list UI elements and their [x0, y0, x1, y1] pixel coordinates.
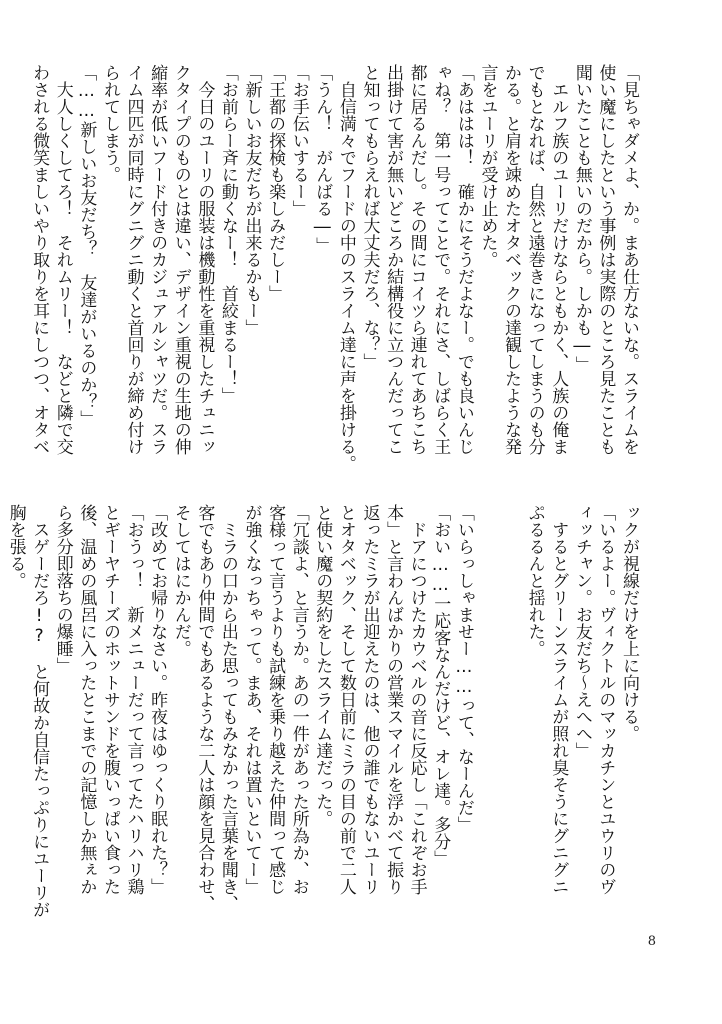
text-column: かる。と肩を竦めたオタベックの達観したような発 — [501, 64, 522, 455]
text-column: られてしまう。 — [99, 64, 120, 183]
text-column: 都に居るんだし。その間にコイツら連れてあちこち — [406, 64, 427, 455]
text-column: 「王都の探検も楽しみだしー」 — [265, 64, 286, 302]
text-column: 「お前らー斉に動くなー！ 首絞まるー！」 — [217, 64, 238, 404]
text-column: 聞いたことも無いのだから。しかも―」 — [571, 64, 592, 373]
text-column: 客でもあり仲間でもあるような二人は顔を見合わせ、 — [194, 504, 215, 912]
text-column: とオタベック、そして数日前にミラの目の前で二人 — [335, 504, 356, 895]
text-column: ドアにつけたカウベルの音に反応し「これぞお手 — [406, 504, 427, 895]
text-column: 本」と言わんばかりの営業スマイルを浮かべて振り — [383, 504, 404, 895]
text-column: 「うん！ がんばる―」 — [312, 64, 333, 254]
text-column: 自信満々でフードの中のスライム達に声を掛ける。 — [335, 64, 356, 472]
text-column: 「見ちゃダメよ、か。まあ仕方ないな。スライムを — [619, 64, 639, 455]
text-column: 出掛けて害が無いどころか結構役に立つんだってこ — [383, 64, 404, 455]
top-text-block — [29, 64, 640, 484]
text-column: 使い魔にしたという事例は実際のところ見たことも — [595, 64, 616, 455]
text-column: 客様って言うよりも試練を乗り越えた仲間って感じ — [265, 504, 286, 895]
text-column: エルフ族のユーリだけならともかく、人族の俺ま — [548, 64, 569, 455]
text-column: が強くなっちゃって。まあ、それは置いといてー」 — [241, 504, 262, 895]
text-column: 返ったミラが出迎えたのは、他の誰でもないユーリ — [359, 504, 380, 895]
text-column: ィッチャン。お友だち～えへへ」 — [571, 504, 592, 759]
text-column: 「新しいお友だちが出来るかもー」 — [241, 64, 262, 336]
text-column: するとグリーンスライムが照れ臭そうにグニグニ — [548, 504, 569, 895]
text-column: 「おうっ！ 新メニューだって言ってたハリハリ鶏 — [123, 504, 144, 895]
text-column: 大人しくしてろ！ それムリー！ などと隣で交 — [52, 64, 73, 455]
text-column: 縮率が低いフード付きのカジュアルシャツだ。スラ — [147, 64, 168, 455]
text-column: とギーヤチーズのホットサンドを腹いっぱい食った — [99, 504, 120, 895]
text-column: 「改めてお帰りなさい。昨夜はゆっくり眠れた？」 — [147, 504, 168, 895]
text-column: 「いるよー。ヴィクトルのマッカチンとユウリのヴ — [595, 504, 616, 895]
text-column: と使い魔の契約をしたスライム達だった。 — [312, 504, 333, 827]
blank-column — [498, 504, 522, 924]
text-column: 「冗談よ、と言うか。あの一件があった所為か、お — [288, 504, 309, 895]
text-column: 言をユーリが受け止めた。 — [477, 64, 498, 268]
text-column: 「おい……一応客なんだけど、オレ達。多分」 — [430, 504, 451, 867]
text-column: ックが視線だけを上に向ける。 — [619, 504, 639, 742]
text-column: でもとなれば、自然と遠巻きになってしまうのも分 — [524, 64, 545, 455]
text-column: クタイプのものとは違い、デザイン重視の生地の伸 — [170, 64, 191, 455]
blank-column — [475, 504, 499, 924]
text-column: ら多分即落ちの爆睡」 — [52, 504, 73, 674]
page-number: 8 — [647, 934, 656, 949]
text-column: 「お手伝いするー」 — [288, 64, 309, 217]
text-column: 「……新しいお友だち？ 友達がいるのか？」 — [76, 64, 97, 427]
text-column: そしてはにかんだ。 — [170, 504, 191, 657]
text-column: ゃね？ 第一号ってことで。それにさ、しばらく王 — [430, 64, 451, 455]
text-column: 今日のユーリの服装は機動性を重視したチュニッ — [194, 64, 215, 455]
text-column: 胸を張る。 — [5, 504, 26, 589]
text-column: ミラの口から出た思ってもみなかった言葉を聞き、 — [217, 504, 238, 912]
text-column: と知ってもらえれば大丈夫だろ、な？」 — [359, 64, 380, 370]
text-column: スゲーだろ!? と何故か自信たっぷりにユーリが — [29, 504, 50, 918]
text-column: 「いらっしゃませー……って、なーんだ」 — [453, 504, 474, 833]
text-column: イム四匹が同時にグニグニ動くと首回りが締め付け — [123, 64, 144, 455]
text-column: ぷるるんと揺れた。 — [524, 504, 545, 657]
bottom-text-block — [5, 504, 640, 924]
text-column: わされる微笑ましいやり取りを耳にしつつ、オタベ — [29, 64, 50, 455]
text-column: 「あははは！ 確かにそうだよなー。でも良いんじ — [453, 64, 474, 455]
text-column: 後、温めの風呂に入ったとこまでの記憶しか無ぇか — [76, 504, 97, 895]
